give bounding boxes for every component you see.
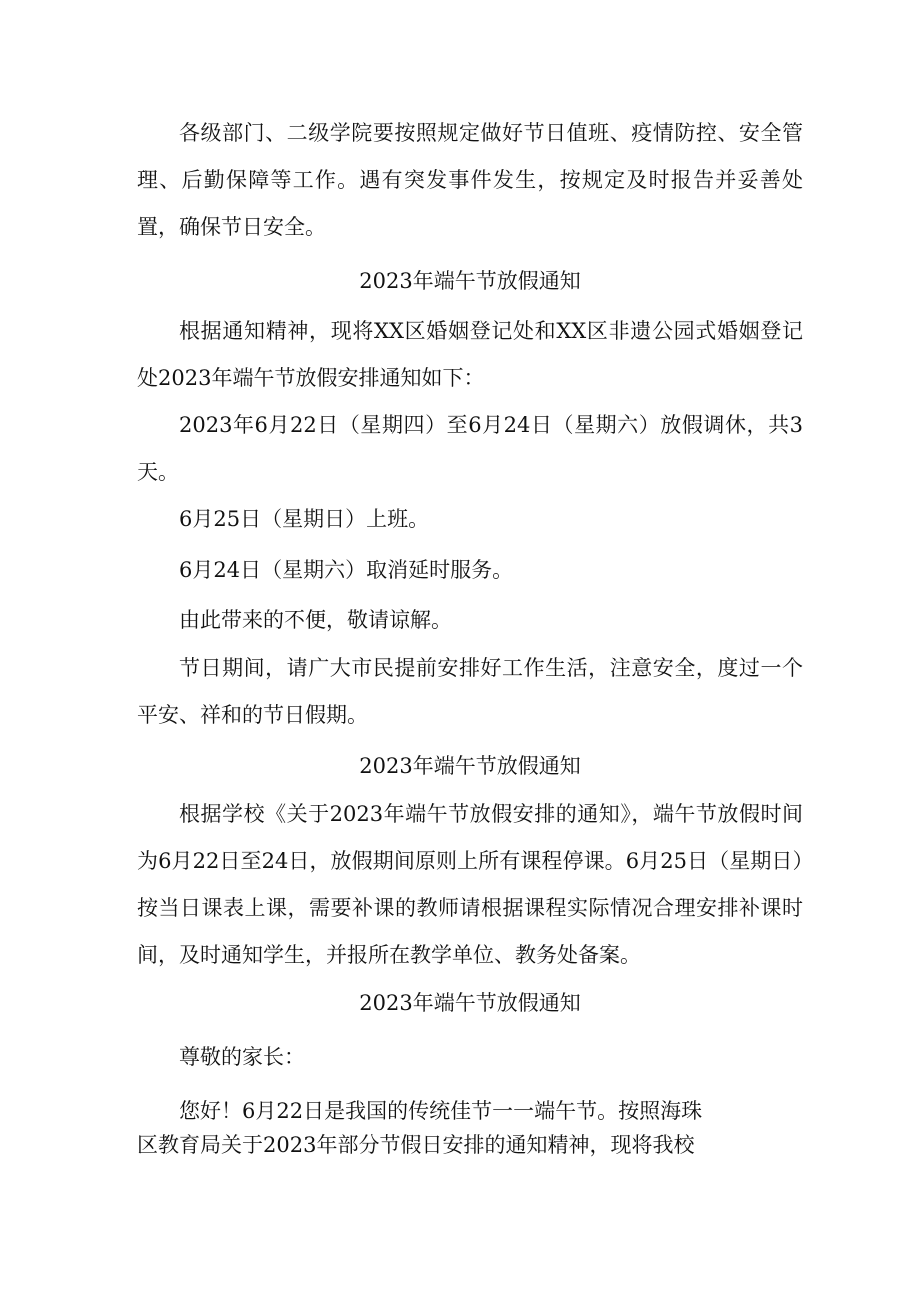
paragraph-work-resume: 6月25日（星期日）上班。 (179, 507, 430, 531)
section-heading-1: 2023年端午节放假通知 (359, 269, 581, 293)
paragraph-apology: 由此带来的不便，敬请谅解。 (179, 608, 452, 632)
paragraph-duty-arrangements: 各级部门、二级学院要按照规定做好节日值班、疫情防控、安全管理、后勤保障等工作。遇有突发事件发生，按规定及时报告并妥善处置，确保节日安全。 (137, 121, 803, 239)
paragraph-letter-line-2: 区教育局关于2023年部分节假日安排的通知精神，现将我校 (137, 1133, 695, 1157)
paragraph-cancel-extended-service: 6月24日（星期六）取消延时服务。 (179, 558, 514, 582)
paragraph-letter-line-1: 您好！6月22日是我国的传统佳节一一端午节。按照海珠 (179, 1099, 703, 1123)
paragraph-greeting: 尊敬的家长： (179, 1045, 305, 1069)
paragraph-safety-reminder: 节日期间，请广大市民提前安排好工作生活，注意安全，度过一个平安、祥和的节日假期。 (137, 656, 803, 727)
section-heading-3: 2023年端午节放假通知 (359, 991, 581, 1015)
paragraph-holiday-dates: 2023年6月22日（星期四）至6月24日（星期六）放假调休，共3天。 (137, 413, 803, 484)
section-heading-2: 2023年端午节放假通知 (359, 754, 581, 778)
paragraph-school-notice: 根据学校《关于2023年端午节放假安排的通知》，端午节放假时间为6月22日至24日，放假期间原则上所有课程停课。6月25日（星期日）按当日课表上课，需要补课的教师请根据课程实际情况合理安排补课时间，及时通知学生，并报所在教学单位、教务处备案。 (137, 802, 803, 967)
paragraph-marriage-registry: 根据通知精神，现将XX区婚姻登记处和XX区非遗公园式婚姻登记处2023年端午节放假安排通知如下： (137, 319, 803, 390)
